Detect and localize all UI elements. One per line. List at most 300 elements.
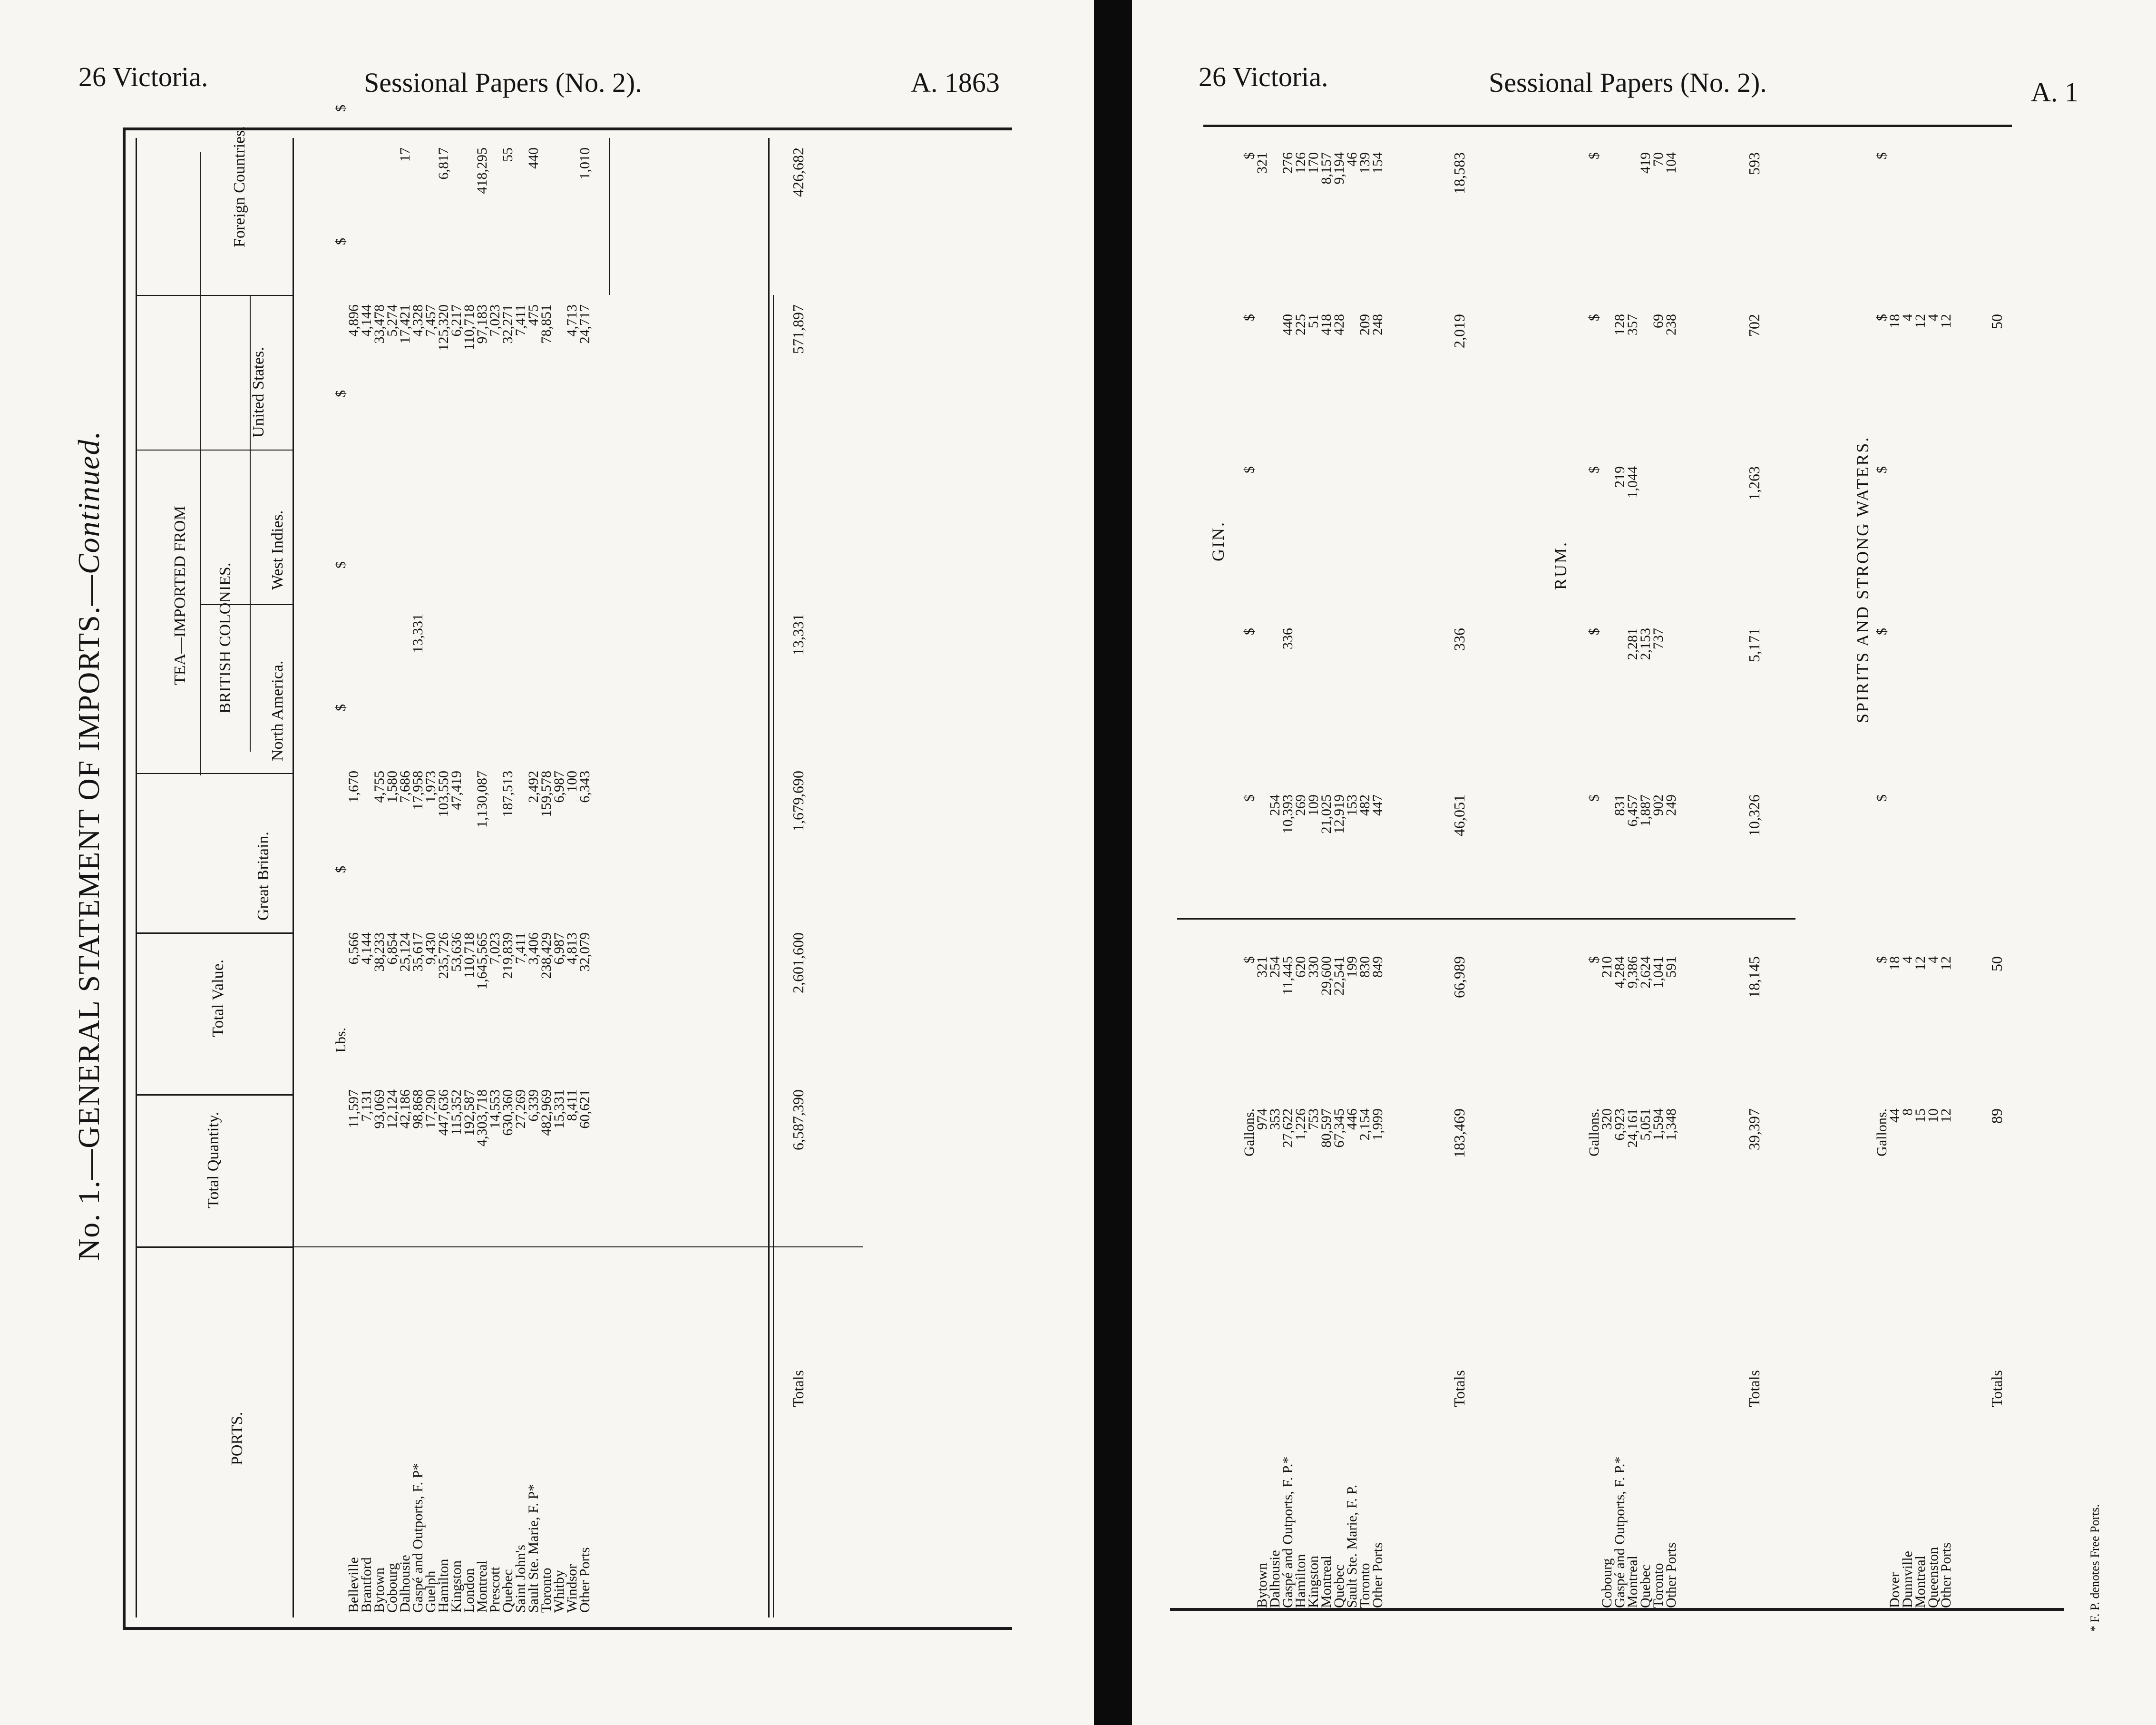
table-bottom-rule (123, 1627, 1012, 1630)
rum-totals-value: 18,145 (1746, 956, 1763, 998)
table-cell: 482,969 (538, 1089, 554, 1136)
col-quantity: Total Quantity. (205, 1111, 222, 1208)
table-cell: 29,600 (1318, 956, 1334, 996)
table-cell: 1,010 (577, 147, 593, 180)
table-cell: Guelph (423, 1570, 439, 1613)
table-cell (463, 147, 476, 266)
wi-column (347, 466, 591, 599)
table-cell: 115,352 (449, 1089, 464, 1136)
table-cell: Toronto (1357, 1563, 1373, 1608)
rule-quantity (136, 1094, 293, 1096)
table-cell: Quebec (500, 1569, 516, 1613)
rum-totals-fc: 593 (1746, 152, 1763, 175)
table-cell (578, 466, 591, 599)
table-cell (1346, 314, 1358, 457)
table-cell: 9,194 (1331, 152, 1347, 185)
table-cell (488, 147, 501, 266)
gin-unit-gb: $ (1241, 794, 1257, 802)
table-cell: Gaspé and Outports, F. P* (410, 1463, 426, 1613)
table-cell: Dalhousie (397, 1555, 413, 1613)
table-cell (1256, 794, 1268, 932)
papers-header-right: Sessional Papers (No. 2). (1489, 67, 1767, 98)
gin-value-column (1256, 956, 1384, 1089)
table-cell: 35,617 (410, 932, 426, 972)
table-cell (1600, 794, 1613, 932)
table-cell: Quebec (1638, 1564, 1653, 1608)
table-cell: Montreal (474, 1560, 490, 1613)
gin-wi-column (1256, 466, 1384, 618)
table-cell: 14,553 (487, 1089, 503, 1129)
table-cell: London (461, 1568, 477, 1613)
table-cell: Sault Ste. Marie, F. P* (526, 1484, 541, 1613)
table-cell (360, 147, 373, 266)
table-cell: Dalhousie (1267, 1550, 1283, 1608)
table-cell (386, 147, 399, 266)
table-cell: 22,541 (1331, 956, 1347, 996)
table-cell: 7,023 (487, 932, 503, 965)
table-cell (488, 614, 501, 747)
table-cell: 3,406 (526, 932, 541, 965)
rum-unit-quantity: Gallons. (1586, 1108, 1602, 1157)
table-cell: 125,320 (436, 304, 451, 351)
rum-totals-gb: 10,326 (1746, 794, 1763, 836)
table-cell: 6,987 (551, 932, 567, 965)
rule-gb-bc (773, 295, 774, 1617)
spirits-totals-us: 50 (1988, 314, 2005, 329)
table-cell (1639, 314, 1652, 457)
col-fc: Foreign Countries. (231, 126, 248, 247)
gin-unit-na: $ (1241, 628, 1257, 635)
table-cell (1600, 466, 1613, 618)
gin-na-column (1256, 628, 1384, 771)
table-cell: 15 (1912, 1108, 1928, 1123)
table-cell (1600, 314, 1613, 457)
table-cell (1358, 628, 1371, 771)
table-cell: 21,025 (1318, 794, 1334, 834)
table-cell (1600, 628, 1613, 771)
table-cell: 27,622 (1280, 1108, 1296, 1148)
table-cell: 254 (1267, 794, 1283, 816)
table-cell (1294, 466, 1307, 618)
table-cell (1333, 628, 1346, 771)
table-cell: Brantford (359, 1557, 374, 1613)
table-cell: 330 (1306, 956, 1321, 978)
table-cell: 235,726 (436, 932, 451, 979)
totals-label: Totals (790, 1370, 807, 1407)
table-cell: Other Ports (1938, 1542, 1954, 1608)
table-cell (437, 466, 450, 599)
table-cell (553, 147, 566, 266)
table-cell: 6,343 (577, 771, 593, 803)
table-cell: 974 (1254, 1108, 1270, 1130)
table-cell (501, 466, 514, 599)
ref-header: A. 1863 (911, 67, 1000, 98)
table-cell (540, 614, 553, 747)
table-cell (1256, 466, 1268, 618)
papers-header: Sessional Papers (No. 2). (364, 67, 642, 98)
rum-unit-wi: $ (1586, 466, 1602, 473)
table-cell: 199 (1344, 956, 1360, 978)
table-cell: 2,281 (1625, 628, 1640, 660)
table-cell: Toronto (1650, 1563, 1666, 1608)
table-cell: 210 (1599, 956, 1615, 978)
table-cell: Cobourg (1599, 1558, 1615, 1608)
table-cell: 44 (1887, 1108, 1902, 1123)
table-cell: 15,331 (551, 1089, 567, 1129)
table-cell: Whitby (551, 1570, 567, 1613)
table-cell: 4,284 (1612, 956, 1628, 989)
rule-group (609, 138, 610, 295)
table-cell: 219 (1612, 466, 1628, 488)
table-cell: 25,124 (397, 932, 413, 972)
table-cell (553, 466, 566, 599)
table-cell (386, 466, 399, 599)
gin-totals-us: 2,019 (1451, 314, 1468, 348)
rum-us-column (1600, 314, 1678, 457)
table-cell: 1,226 (1293, 1108, 1308, 1141)
table-cell: 98,868 (410, 1089, 426, 1129)
table-cell: 6,566 (346, 932, 361, 965)
table-cell: 737 (1650, 628, 1666, 649)
col-gb: Great Britain. (254, 832, 272, 921)
table-cell (476, 466, 488, 599)
table-cell: 78,851 (538, 304, 554, 344)
spirits-quantity-column (1888, 1108, 1952, 1246)
table-cell: Other Ports (1370, 1542, 1385, 1608)
rum-title: RUM. (1551, 540, 1570, 590)
session-header-right: 26 Victoria. (1199, 61, 1328, 92)
table-cell (411, 466, 424, 599)
unit-wi: $ (333, 390, 349, 397)
table-cell (1346, 466, 1358, 618)
table-cell: 591 (1663, 956, 1679, 978)
table-cell: 12 (1912, 314, 1928, 328)
table-cell: 93,069 (371, 1089, 387, 1129)
table-cell (1626, 152, 1639, 295)
table-cell: 1,348 (1663, 1108, 1679, 1141)
table-cell: 7,411 (513, 304, 528, 336)
rum-unit-us: $ (1586, 314, 1602, 321)
table-cell: 17 (397, 147, 413, 162)
rule-value (136, 932, 293, 934)
table-cell: 7,023 (487, 304, 503, 337)
spirits-unit-quantity: Gallons. (1874, 1108, 1890, 1157)
spirits-totals-quantity: 89 (1988, 1108, 2005, 1124)
gin-unit-quantity: Gallons. (1241, 1108, 1257, 1157)
table-cell: 630,360 (500, 1089, 516, 1136)
table-cell: 2,153 (1638, 628, 1653, 660)
table-cell (514, 614, 527, 747)
table-cell: 238 (1663, 314, 1679, 335)
table-cell (1307, 466, 1320, 618)
table-cell (347, 147, 360, 266)
table-cell: Gaspé and Outports, F. P.* (1280, 1456, 1296, 1608)
unit-na: $ (333, 561, 349, 568)
rum-totals-label: Totals (1746, 1370, 1763, 1407)
table-cell (386, 614, 399, 747)
table-cell: Hamilton (1293, 1554, 1308, 1608)
table-cell (1613, 152, 1626, 295)
right-page (1132, 0, 2156, 1725)
table-cell (578, 614, 591, 747)
table-cell (450, 147, 463, 266)
col-bc: BRITISH COLONIES. (216, 562, 234, 714)
table-cell: 192,587 (461, 1089, 477, 1136)
table-cell: 10 (1925, 1108, 1941, 1123)
table-cell: 336 (1280, 628, 1296, 649)
spirits-totals-value: 50 (1988, 956, 2005, 971)
rule-group-under (200, 152, 201, 775)
table-cell (463, 771, 476, 913)
table-cell: 47,419 (449, 771, 464, 810)
spirits-totals-label: Totals (1988, 1370, 2005, 1407)
table-cell: 428 (1331, 314, 1347, 335)
table-cell (540, 466, 553, 599)
table-cell: 4 (1900, 956, 1915, 963)
table-cell: Other Ports (577, 1547, 593, 1613)
table-cell: Quebec (1331, 1564, 1347, 1608)
table-cell: 447 (1370, 794, 1385, 816)
table-cell (488, 771, 501, 913)
table-cell (373, 147, 386, 266)
table-cell: 6,817 (436, 147, 451, 180)
table-cell: 1,130,087 (474, 771, 490, 828)
table-cell: Kingston (449, 1560, 464, 1613)
table-cell: 139 (1357, 152, 1373, 174)
table-cell: 4 (1900, 314, 1915, 321)
table-cell: 276 (1280, 152, 1296, 174)
rum-totals-quantity: 39,397 (1746, 1108, 1763, 1150)
table-cell (424, 466, 437, 599)
table-cell (1281, 466, 1294, 618)
table-cell: 849 (1370, 956, 1385, 978)
table-cell (463, 466, 476, 599)
rum-unit-value: $ (1586, 956, 1602, 963)
spirits-title: SPIRITS AND STRONG WATERS. (1853, 436, 1872, 723)
table-cell: 1,670 (346, 771, 361, 803)
value-column (347, 932, 591, 1075)
quantity-column (347, 1089, 591, 1237)
table-cell (1320, 466, 1333, 618)
table-cell (527, 614, 540, 747)
table-left-rule (123, 127, 126, 1630)
table-cell (424, 614, 437, 747)
table-cell (527, 466, 540, 599)
table-cell: Dunnville (1900, 1551, 1915, 1608)
table-cell (1600, 152, 1613, 295)
table-cell (1268, 152, 1281, 295)
table-cell: 321 (1254, 956, 1270, 978)
session-header: 26 Victoria. (78, 61, 208, 92)
rum-wi-column (1600, 466, 1678, 618)
table-cell (437, 614, 450, 747)
table-cell: Kingston (1306, 1555, 1321, 1608)
table-cell (463, 614, 476, 747)
table-cell: 1,044 (1625, 466, 1640, 499)
gin-us-column (1256, 314, 1384, 457)
table-cell: 440 (526, 147, 541, 169)
table-cell: 320 (1599, 1108, 1615, 1130)
table-cell: 17,421 (397, 304, 413, 344)
table-cell: 11,597 (346, 1089, 361, 1128)
right-top-rule (1203, 125, 2012, 127)
col-ports: PORTS. (228, 1411, 246, 1465)
table-cell (1639, 466, 1652, 618)
table-cell (360, 466, 373, 599)
table-cell (566, 466, 578, 599)
rum-fc-column (1600, 152, 1678, 295)
table-cell: 32,271 (500, 304, 516, 344)
table-cell: 110,718 (461, 932, 477, 979)
gin-unit-value: $ (1241, 956, 1257, 963)
table-cell: Dover (1887, 1572, 1902, 1608)
table-cell: 12 (1912, 956, 1928, 970)
gin-unit-fc: $ (1241, 152, 1257, 159)
totals-fc: 426,682 (790, 147, 807, 197)
table-cell: 33,478 (371, 304, 387, 344)
table-cell: 8,411 (564, 1089, 580, 1121)
table-cell: 357 (1625, 314, 1640, 335)
table-cell (1371, 466, 1384, 618)
table-cell (373, 466, 386, 599)
table-cell: 225 (1293, 314, 1308, 335)
table-cell: 8 (1900, 1108, 1915, 1116)
table-cell (450, 614, 463, 747)
table-cell: 440 (1280, 314, 1296, 335)
table-cell: 153 (1344, 794, 1360, 816)
table-cell: 2,154 (1357, 1108, 1373, 1141)
table-cell: 6,987 (551, 771, 567, 803)
totals-gb: 1,679,690 (790, 771, 807, 832)
table-cell: 80,597 (1318, 1108, 1334, 1148)
unit-quantity: Lbs. (333, 1028, 349, 1053)
table-cell (1665, 628, 1678, 771)
spirits-unit-na: $ (1874, 628, 1890, 635)
table-cell: 6,457 (1625, 794, 1640, 827)
rum-na-column (1600, 628, 1678, 771)
table-cell: Gaspé and Outports, F. P.* (1612, 1456, 1628, 1608)
table-cell: Montreal (1625, 1556, 1640, 1608)
table-cell: Montreal (1318, 1556, 1334, 1608)
col-wi: West Indies. (269, 510, 286, 590)
table-cell: 1,645,565 (474, 932, 490, 990)
table-cell (347, 614, 360, 747)
table-cell: 248 (1370, 314, 1385, 335)
rum-value-column (1600, 956, 1678, 1089)
totals-rule (768, 138, 770, 1617)
table-cell (553, 304, 566, 447)
table-cell: 7,411 (513, 932, 528, 964)
table-cell (476, 614, 488, 747)
table-cell: 12 (1938, 1108, 1954, 1123)
table-cell: 219,839 (500, 932, 516, 979)
table-cell: 2,624 (1638, 956, 1653, 989)
header-column-rule (293, 138, 294, 1617)
table-cell (540, 147, 553, 266)
rule-ports (136, 1246, 293, 1248)
table-cell: 4,303,718 (474, 1089, 490, 1147)
unit-fc: $ (333, 105, 349, 112)
table-cell: 67,345 (1331, 1108, 1347, 1148)
table-cell: 10,393 (1280, 794, 1296, 834)
table-cell (1652, 466, 1665, 618)
table-cell: 4,813 (564, 932, 580, 965)
table-cell: 9,430 (423, 932, 439, 965)
table-cell: 4 (1925, 956, 1941, 963)
col-na: North America. (269, 660, 286, 761)
table-cell (360, 771, 373, 913)
table-cell: 4,896 (346, 304, 361, 337)
table-cell: 24,717 (577, 304, 593, 344)
table-cell: 6,339 (526, 1089, 541, 1122)
table-cell (501, 614, 514, 747)
table-cell: Belleville (346, 1557, 361, 1613)
table-cell: 17,290 (423, 1089, 439, 1129)
table-cell: 60,621 (577, 1089, 593, 1129)
us-column (347, 304, 591, 447)
table-cell: 238,429 (538, 932, 554, 979)
table-cell: 46 (1344, 152, 1360, 167)
table-cell: 55 (500, 147, 516, 162)
table-cell: 97,183 (474, 304, 490, 344)
table-cell: 269 (1293, 794, 1308, 816)
table-cell (373, 614, 386, 747)
table-cell: 9,386 (1625, 956, 1640, 989)
table-cell (1333, 466, 1346, 618)
col-group: TEA—IMPORTED FROM (171, 506, 189, 685)
table-cell: 18 (1887, 314, 1902, 328)
table-cell: 830 (1357, 956, 1373, 978)
table-cell: 159,578 (538, 771, 554, 817)
na-column (347, 614, 591, 747)
spirits-unit-us: $ (1874, 314, 1890, 321)
table-cell: 419 (1638, 152, 1653, 174)
table-cell: 418 (1318, 314, 1334, 335)
table-cell (1665, 466, 1678, 618)
table-cell: 18 (1887, 956, 1902, 970)
table-cell (514, 147, 527, 266)
spirits-unit-gb: $ (1874, 794, 1890, 802)
table-cell: 1,594 (1650, 1108, 1666, 1141)
table-cell (566, 147, 578, 266)
table-cell: 1,580 (384, 771, 400, 803)
table-cell: 70 (1650, 152, 1666, 167)
rum-unit-na: $ (1586, 628, 1602, 635)
table-cell (1346, 628, 1358, 771)
table-top-rule (123, 127, 1012, 130)
table-cell (514, 771, 527, 913)
right-bottom-rule (1170, 1608, 2064, 1611)
table-cell (488, 466, 501, 599)
totals-us: 571,897 (790, 304, 807, 354)
spirits-us-column (1888, 314, 1952, 457)
table-cell: 254 (1267, 956, 1283, 978)
table-cell (1613, 628, 1626, 771)
spirits-unit-wi: $ (1874, 466, 1890, 473)
table-cell: 53,636 (449, 932, 464, 972)
table-cell: 6,217 (449, 304, 464, 337)
spirits-unit-value: $ (1874, 956, 1890, 963)
table-cell: 27,269 (513, 1089, 528, 1129)
table-cell: 446 (1344, 1108, 1360, 1130)
table-cell: 4,328 (410, 304, 426, 337)
table-cell: 17,958 (410, 771, 426, 810)
table-cell: 110,718 (461, 304, 477, 351)
table-cell (450, 466, 463, 599)
table-cell (360, 614, 373, 747)
table-cell (553, 614, 566, 747)
book-gutter (1094, 0, 1132, 1725)
